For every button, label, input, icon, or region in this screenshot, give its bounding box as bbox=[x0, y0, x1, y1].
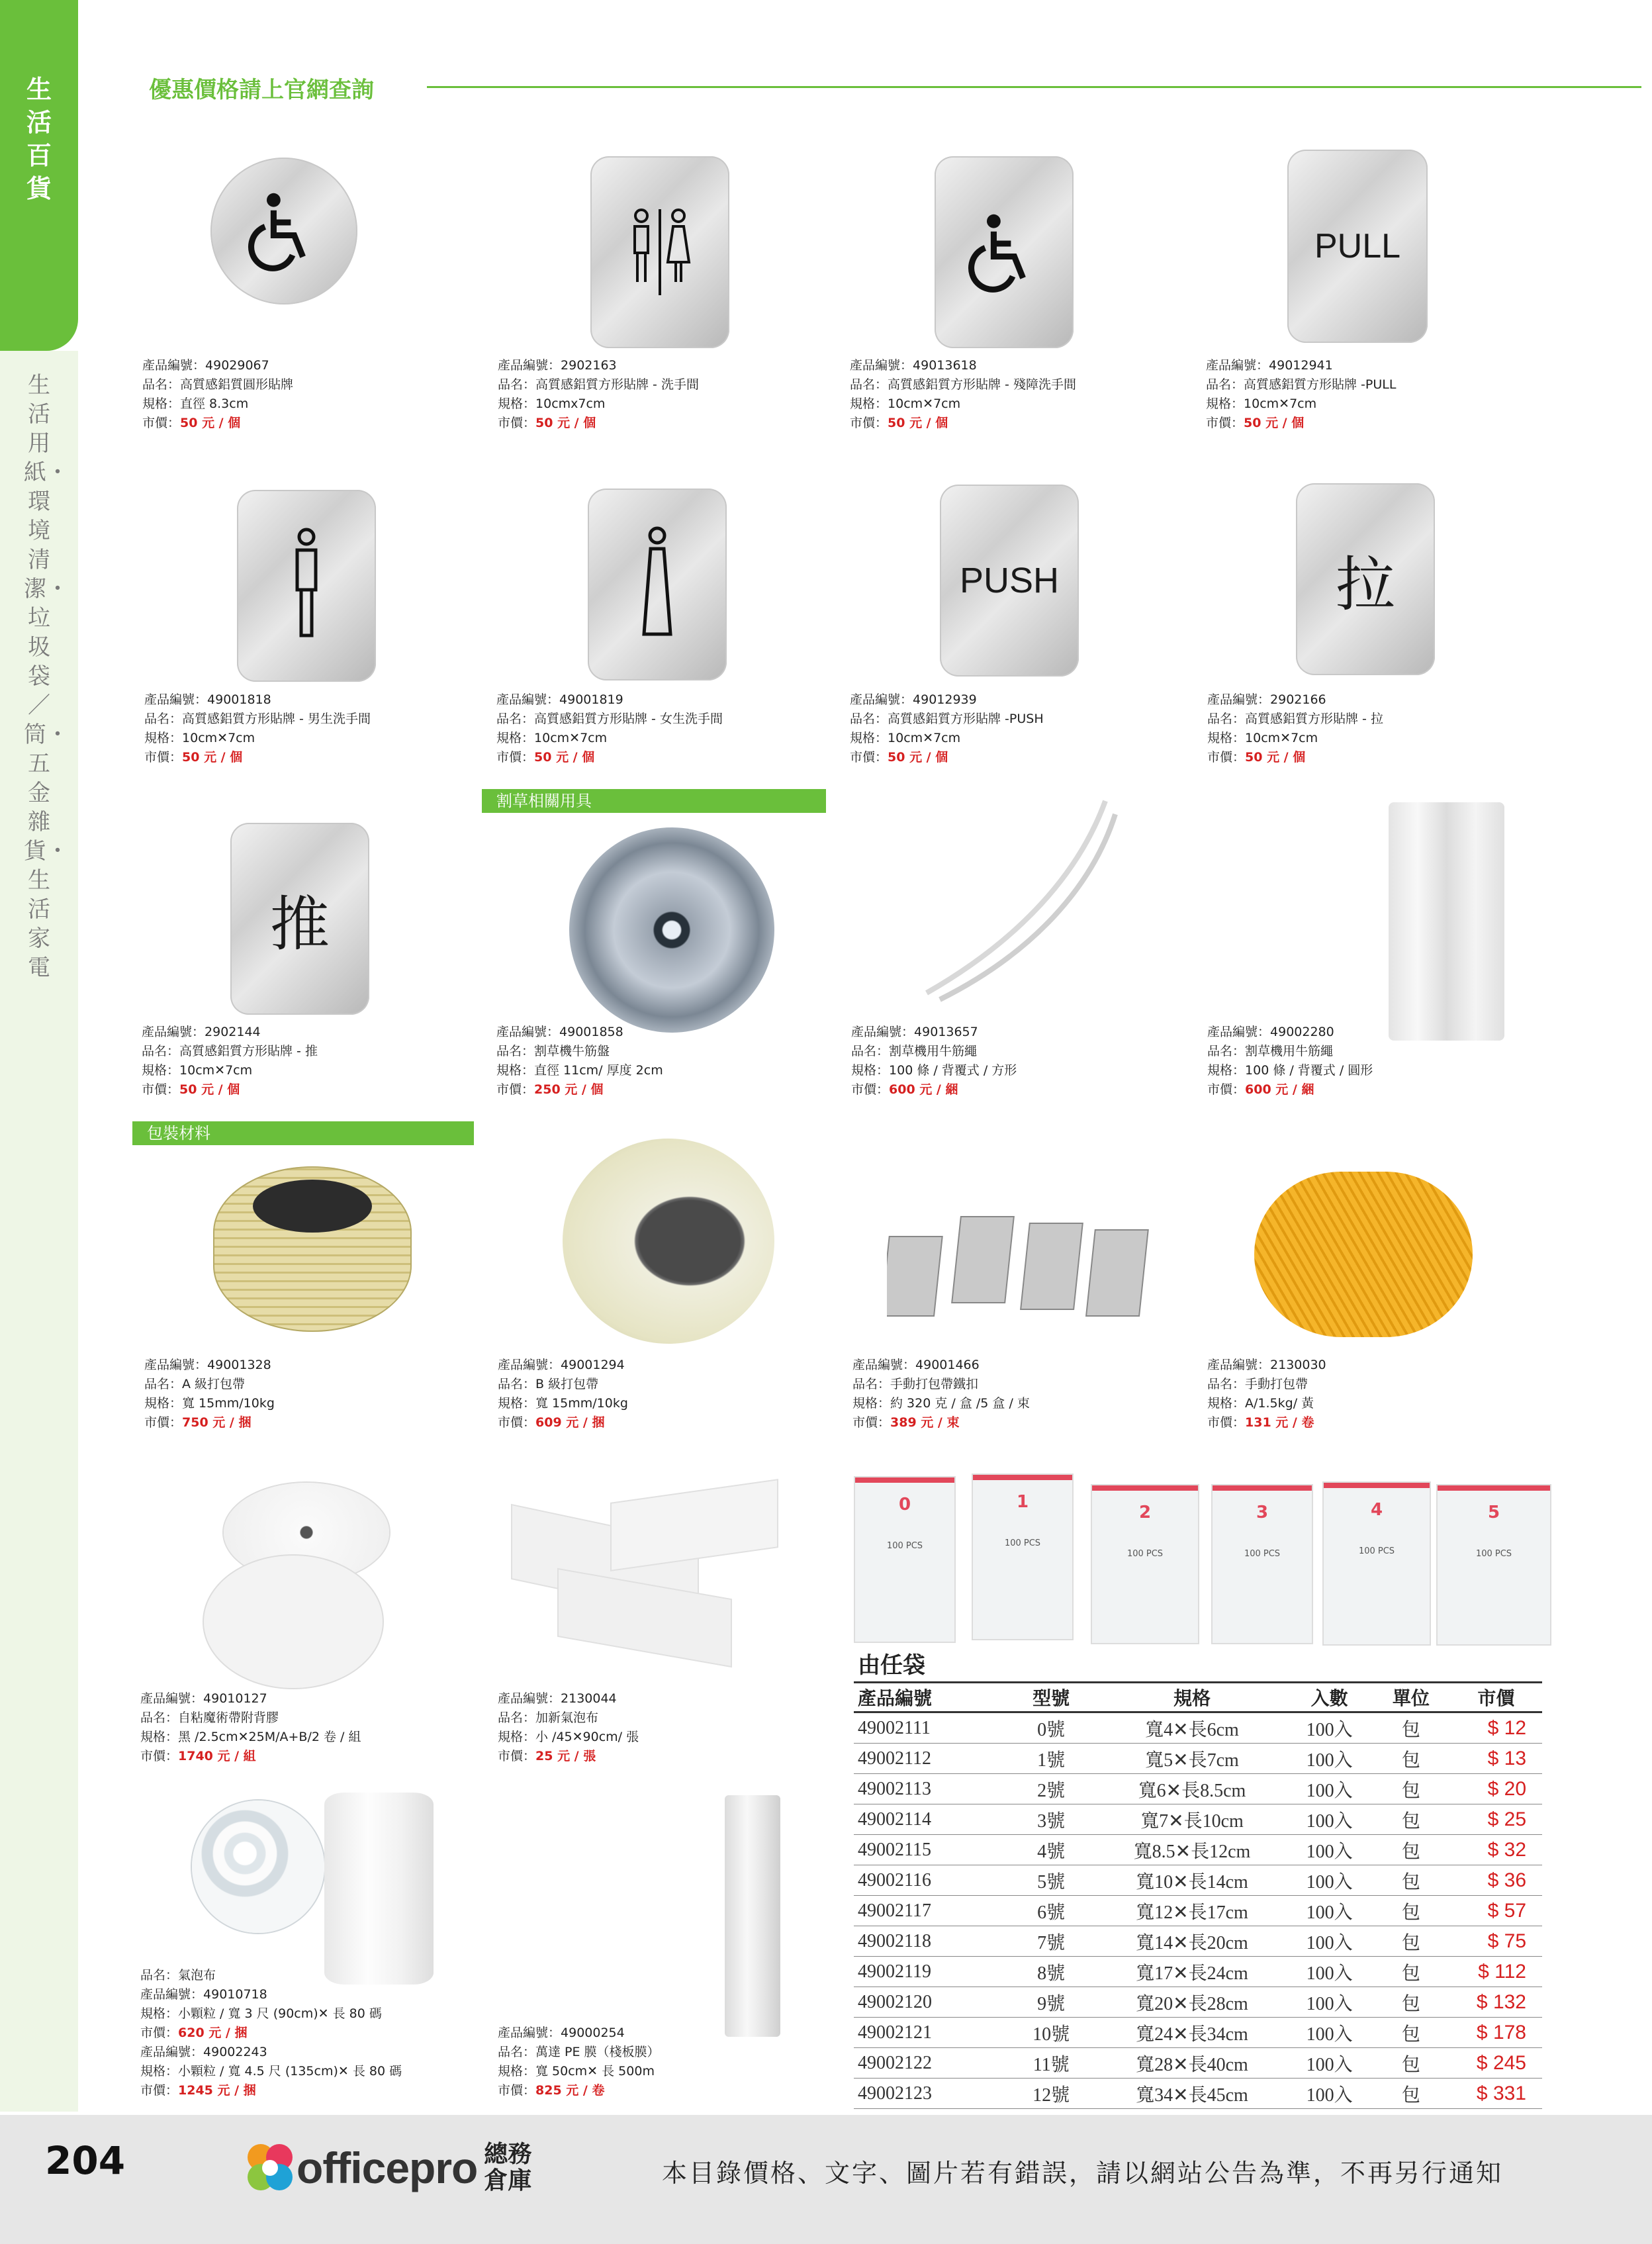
product-name: 高質感鋁質圓形貼牌 bbox=[180, 377, 294, 392]
subcategory-label: 生活用紙・環境清潔・垃圾袋／筒・五金雜貨・生活家電 bbox=[24, 372, 69, 981]
product-name: 高質感鋁質方形貼牌 - 男生洗手間 bbox=[182, 712, 371, 726]
table-cell: 包 bbox=[1372, 1987, 1450, 2018]
table-row bbox=[854, 1957, 1542, 1987]
officepro-logo[interactable] bbox=[244, 2141, 537, 2194]
table-cell: 49002114 bbox=[854, 1804, 1005, 1835]
table-cell: 9號 bbox=[1005, 1987, 1097, 2018]
product-name: 高質感鋁質方形貼牌 - 殘障洗手間 bbox=[888, 377, 1076, 392]
product-info: 產品編號：2902166 品名：高質感鋁質方形貼牌 - 拉 規格：10cm✕7cm 市價：50 元 / 個 bbox=[1207, 692, 1383, 765]
table-cell: $ 112 bbox=[1450, 1957, 1542, 1987]
pull-chinese-sign-image: 拉 bbox=[1296, 483, 1435, 675]
table-cell: $ 36 bbox=[1450, 1865, 1542, 1896]
bag-pcs-label: 100 PCS bbox=[1244, 1549, 1281, 1559]
strap-b-image bbox=[563, 1139, 774, 1344]
product-code: 2902144 bbox=[205, 1025, 261, 1039]
table-row bbox=[854, 2048, 1542, 2079]
column-header: 產品編號 bbox=[854, 1683, 1005, 1712]
product-info: 產品編號：49001294 品名：B 級打包帶 規格：寬 15mm/10kg 市價：609 元 / 捆 bbox=[498, 1358, 628, 1430]
product-code: 2130030 bbox=[1270, 1358, 1326, 1372]
table-row bbox=[854, 2079, 1542, 2109]
table-cell: $ 32 bbox=[1450, 1835, 1542, 1865]
table-cell: 包 bbox=[1372, 1774, 1450, 1804]
product-code: 49001818 bbox=[207, 692, 271, 707]
product-info: 產品編號：49029067 品名：高質感鋁質圓形貼牌 規格：直徑 8.3cm 市價：50 元 / 個 bbox=[142, 358, 294, 430]
product-name: 氣泡布 bbox=[178, 1968, 216, 1983]
bubble-sheet-image bbox=[512, 1485, 803, 1664]
female-restroom-sign-image bbox=[588, 489, 727, 680]
product-info: 產品編號：49013618 品名：高質感鋁質方形貼牌 - 殘障洗手間 規格：10cm✕7cm 市價：50 元 / 個 bbox=[850, 358, 1076, 430]
table-cell: 寬17✕長24cm bbox=[1097, 1957, 1287, 1987]
table-cell: 包 bbox=[1372, 2048, 1450, 2079]
table-cell: 49002111 bbox=[854, 1712, 1005, 1744]
page-number: 204 bbox=[45, 2138, 126, 2183]
table-cell: $ 20 bbox=[1450, 1774, 1542, 1804]
bag-size-label: 1 bbox=[1016, 1492, 1029, 1512]
product-spec: 小顆粒 / 寬 4.5 尺 (135cm)✕ 長 80 碼 bbox=[178, 2064, 402, 2079]
product-price: 389 元 / 束 bbox=[890, 1415, 960, 1430]
product-spec: 小 /45✕90cm/ 張 bbox=[535, 1730, 639, 1744]
table-cell: 11號 bbox=[1005, 2048, 1097, 2079]
product-price: 50 元 / 個 bbox=[1244, 416, 1305, 430]
product-code: 49002280 bbox=[1270, 1025, 1334, 1039]
table-cell: 包 bbox=[1372, 1926, 1450, 1957]
table-cell: 2號 bbox=[1005, 1774, 1097, 1804]
table-row bbox=[854, 1744, 1542, 1774]
table-cell: 6號 bbox=[1005, 1896, 1097, 1926]
category-label: 生活百貨 bbox=[26, 75, 52, 203]
product-price: 50 元 / 個 bbox=[888, 416, 948, 430]
bag-pcs-label: 100 PCS bbox=[886, 1541, 923, 1551]
product-code: 2130044 bbox=[561, 1691, 617, 1706]
table-row bbox=[854, 1835, 1542, 1865]
product-info: 產品編號：49010127 品名：自粘魔術帶附背膠 規格：黑 /2.5cm✕25M/A+B/2 卷 / 組 市價：1740 元 / 組 bbox=[140, 1691, 361, 1763]
product-spec: 10cm✕7cm bbox=[534, 731, 608, 745]
product-spec: 直徑 11cm/ 厚度 2cm bbox=[534, 1063, 663, 1078]
table-cell: 49002117 bbox=[854, 1896, 1005, 1926]
table-cell: 100入 bbox=[1287, 1865, 1372, 1896]
table-cell: $ 75 bbox=[1450, 1926, 1542, 1957]
product-code: 49001819 bbox=[559, 692, 623, 707]
trimmer-line-square-image bbox=[907, 794, 1132, 1006]
table-header-row bbox=[854, 1683, 1542, 1712]
table-cell: 8號 bbox=[1005, 1957, 1097, 1987]
officepro-logo-icon bbox=[244, 2141, 297, 2194]
product-info: 產品編號：2902144 品名：高質感鋁質方形貼牌 - 推 規格：10cm✕7cm 市價：50 元 / 個 bbox=[142, 1025, 318, 1097]
product-info: 產品編號：49001818 品名：高質感鋁質方形貼牌 - 男生洗手間 規格：10cm✕7cm 市價：50 元 / 個 bbox=[144, 692, 371, 765]
table-cell: 0號 bbox=[1005, 1712, 1097, 1744]
product-name: 高質感鋁質方形貼牌 - 女生洗手間 bbox=[534, 712, 723, 726]
product-info: 產品編號：2902163 品名：高質感鋁質方形貼牌 - 洗手間 規格：10cmx7cm 市價：50 元 / 個 bbox=[498, 358, 699, 430]
product-price: 620 元 / 捆 bbox=[178, 2026, 248, 2040]
product-price: 50 元 / 個 bbox=[1245, 750, 1306, 765]
table-cell: 100入 bbox=[1287, 1712, 1372, 1744]
table-cell: 寬12✕長17cm bbox=[1097, 1896, 1287, 1926]
table-cell: $ 12 bbox=[1450, 1712, 1542, 1744]
product-price: 609 元 / 捆 bbox=[535, 1415, 605, 1430]
section-grass-tools: 割草相關用具 bbox=[482, 789, 826, 813]
product-code: 49010718 bbox=[203, 1987, 267, 2002]
product-name: 手動打包帶鐵扣 bbox=[890, 1377, 979, 1391]
column-header: 型號 bbox=[1005, 1683, 1097, 1712]
product-spec: 100 條 / 背覆式 / 圓形 bbox=[1245, 1063, 1373, 1078]
table-cell: 寬34✕長45cm bbox=[1097, 2079, 1287, 2109]
zip-bag-price-table bbox=[854, 1681, 1542, 2109]
product-name: 割草機牛筋盤 bbox=[534, 1044, 610, 1058]
table-row bbox=[854, 1865, 1542, 1896]
table-cell: 包 bbox=[1372, 1957, 1450, 1987]
product-price: 1245 元 / 捆 bbox=[178, 2083, 256, 2098]
brand-name: officepro bbox=[297, 2143, 478, 2192]
product-info: 產品編號：49012939 品名：高質感鋁質方形貼牌 -PUSH 規格：10cm✕7cm 市價：50 元 / 個 bbox=[850, 692, 1044, 765]
table-cell: $ 57 bbox=[1450, 1896, 1542, 1926]
table-cell: 49002116 bbox=[854, 1865, 1005, 1896]
table-cell: 100入 bbox=[1287, 1896, 1372, 1926]
product-price: 50 元 / 個 bbox=[179, 1082, 240, 1097]
table-cell: 12號 bbox=[1005, 2079, 1097, 2109]
section-packing-materials: 包裝材料 bbox=[132, 1121, 474, 1145]
trimmer-line-round-image bbox=[1389, 802, 1504, 1041]
bag-pcs-label: 100 PCS bbox=[1004, 1538, 1041, 1548]
table-cell: 49002119 bbox=[854, 1957, 1005, 1987]
product-code: 49010127 bbox=[203, 1691, 267, 1706]
table-row bbox=[854, 1804, 1542, 1835]
table-cell: 包 bbox=[1372, 1835, 1450, 1865]
disclaimer-text: 本目錄價格、文字、圖片若有錯誤，請以網站公告為準，不再另行通知 bbox=[662, 2159, 1504, 2188]
table-cell: 包 bbox=[1372, 2018, 1450, 2048]
wheelchair-round-sign-image bbox=[210, 158, 357, 304]
category-tab[interactable] bbox=[0, 0, 78, 351]
table-cell: 寬8.5✕長12cm bbox=[1097, 1835, 1287, 1865]
table-row bbox=[854, 1926, 1542, 1957]
product-info: 產品編號：49001328 品名：A 級打包帶 規格：寬 15mm/10kg 市價：750 元 / 捆 bbox=[144, 1358, 275, 1430]
product-info: 產品編號：2130044 品名：加新氣泡布 規格：小 /45✕90cm/ 張 市價：25 元 / 張 bbox=[498, 1691, 639, 1763]
strap-a-image bbox=[213, 1166, 412, 1332]
product-code: 49001858 bbox=[559, 1025, 623, 1039]
table-cell: 49002121 bbox=[854, 2018, 1005, 2048]
product-info: 產品編號：49001858 品名：割草機牛筋盤 規格：直徑 11cm/ 厚度 2cm 市價：250 元 / 個 bbox=[496, 1025, 663, 1097]
pe-film-roll-image bbox=[725, 1795, 780, 2037]
table-cell: $ 132 bbox=[1450, 1987, 1542, 2018]
pull-sign-image: PULL bbox=[1287, 150, 1428, 343]
product-name: 高質感鋁質方形貼牌 -PULL bbox=[1244, 377, 1397, 392]
product-name: 高質感鋁質方形貼牌 -PUSH bbox=[888, 712, 1044, 726]
bag-pcs-label: 100 PCS bbox=[1475, 1549, 1512, 1559]
product-spec: 10cm✕7cm bbox=[888, 731, 961, 745]
product-price: 600 元 / 綑 bbox=[889, 1082, 958, 1097]
table-cell: 寬5✕長7cm bbox=[1097, 1744, 1287, 1774]
product-code: 2902166 bbox=[1270, 692, 1326, 707]
product-price: 25 元 / 張 bbox=[535, 1749, 596, 1763]
push-sign-image: PUSH bbox=[940, 485, 1079, 677]
table-cell: $ 178 bbox=[1450, 2018, 1542, 2048]
table-cell: 49002123 bbox=[854, 2079, 1005, 2109]
table-cell: $ 245 bbox=[1450, 2048, 1542, 2079]
product-name: 高質感鋁質方形貼牌 - 洗手間 bbox=[535, 377, 699, 392]
product-spec: 10cm✕7cm bbox=[1244, 397, 1317, 411]
table-cell: 49002112 bbox=[854, 1744, 1005, 1774]
subcategory-strip bbox=[0, 351, 78, 2112]
product-price: 750 元 / 捆 bbox=[182, 1415, 252, 1430]
zip-bags-image bbox=[855, 1471, 1557, 1650]
table-cell: 包 bbox=[1372, 2079, 1450, 2109]
product-code: 49001294 bbox=[561, 1358, 625, 1372]
product-name: 割草機用牛筋繩 bbox=[1245, 1044, 1334, 1058]
table-cell: 寬28✕長40cm bbox=[1097, 2048, 1287, 2079]
wheelchair-icon bbox=[961, 209, 1047, 295]
table-cell: 100入 bbox=[1287, 1835, 1372, 1865]
product-info: 產品編號：49001819 品名：高質感鋁質方形貼牌 - 女生洗手間 規格：10cm✕7cm 市價：50 元 / 個 bbox=[496, 692, 723, 765]
product-spec: 10cmx7cm bbox=[535, 397, 606, 411]
product-code: 49002243 bbox=[203, 2045, 267, 2059]
product-spec: 10cm✕7cm bbox=[1245, 731, 1318, 745]
product-spec: 100 條 / 背覆式 / 方形 bbox=[889, 1063, 1017, 1078]
product-spec: 10cm✕7cm bbox=[182, 731, 255, 745]
table-cell: $ 331 bbox=[1450, 2079, 1542, 2109]
product-price: 1740 元 / 組 bbox=[178, 1749, 256, 1763]
bubble-wrap-roll-image bbox=[324, 1793, 434, 1985]
header-divider bbox=[427, 86, 1641, 88]
product-spec: 10cm✕7cm bbox=[888, 397, 961, 411]
table-cell: $ 13 bbox=[1450, 1744, 1542, 1774]
column-header: 市價 bbox=[1450, 1683, 1542, 1712]
bag-size-label: 0 bbox=[898, 1495, 911, 1515]
table-cell: 4號 bbox=[1005, 1835, 1097, 1865]
table-cell: 3號 bbox=[1005, 1804, 1097, 1835]
table-cell: 100入 bbox=[1287, 1926, 1372, 1957]
restroom-sign-image bbox=[590, 156, 729, 348]
column-header: 規格 bbox=[1097, 1683, 1287, 1712]
product-price: 250 元 / 個 bbox=[534, 1082, 604, 1097]
product-spec: 黑 /2.5cm✕25M/A+B/2 卷 / 組 bbox=[178, 1730, 361, 1744]
product-spec: 10cm✕7cm bbox=[179, 1063, 253, 1078]
product-code: 2902163 bbox=[561, 358, 617, 373]
product-name: 加新氣泡布 bbox=[535, 1710, 599, 1725]
product-price: 50 元 / 個 bbox=[535, 416, 596, 430]
table-row bbox=[854, 1896, 1542, 1926]
table-cell: 寬10✕長14cm bbox=[1097, 1865, 1287, 1896]
bag-size-label: 2 bbox=[1138, 1503, 1152, 1522]
product-info: 產品編號：49002280 品名：割草機用牛筋繩 規格：100 條 / 背覆式 / 圓形 市價：600 元 / 綑 bbox=[1207, 1025, 1373, 1097]
product-price: 825 元 / 卷 bbox=[535, 2083, 605, 2098]
table-cell: 100入 bbox=[1287, 2018, 1372, 2048]
bubble-wrap-info: 品名：氣泡布 產品編號：49010718 規格：小顆粒 / 寬 3 尺 (90cm)✕ 長 80 碼 市價：620 元 / 捆 產品編號：49002243 規格：小顆粒 / 寬 4.5 尺 (135cm)✕ 長 80 碼 市價：1245 元 / 捆 bbox=[140, 1968, 402, 2098]
product-name: 高質感鋁質方形貼牌 - 拉 bbox=[1245, 712, 1383, 726]
table-row bbox=[854, 1774, 1542, 1804]
table-row bbox=[854, 1987, 1542, 2018]
table-cell: 49002118 bbox=[854, 1926, 1005, 1957]
product-spec: 約 320 克 / 盒 /5 盒 / 束 bbox=[890, 1396, 1030, 1411]
product-price: 600 元 / 綑 bbox=[1245, 1082, 1314, 1097]
bag-size-label: 4 bbox=[1370, 1500, 1383, 1520]
product-code: 49000254 bbox=[561, 2026, 625, 2040]
bag-table-title: 由任袋 bbox=[858, 1652, 925, 1679]
wheelchair-icon bbox=[241, 188, 327, 274]
table-cell: 100入 bbox=[1287, 1987, 1372, 2018]
product-code: 49012939 bbox=[913, 692, 977, 707]
product-name: B 級打包帶 bbox=[535, 1377, 599, 1391]
product-info: 產品編號：49000254 品名：萬達 PE 膜（棧板膜） 規格：寬 50cm✕ 長 500m 市價：825 元 / 卷 bbox=[498, 2026, 660, 2098]
table-cell: 1號 bbox=[1005, 1744, 1097, 1774]
product-info: 產品編號：49013657 品名：割草機用牛筋繩 規格：100 條 / 背覆式 / 方形 市價：600 元 / 綑 bbox=[851, 1025, 1017, 1097]
brand-chinese: 總務倉庫 bbox=[484, 2141, 532, 2194]
product-spec: A/1.5kg/ 黃 bbox=[1245, 1396, 1314, 1411]
table-cell: 寬6✕長8.5cm bbox=[1097, 1774, 1287, 1804]
bag-size-label: 3 bbox=[1256, 1503, 1269, 1522]
table-cell: 100入 bbox=[1287, 1744, 1372, 1774]
product-code: 49001466 bbox=[915, 1358, 980, 1372]
male-restroom-sign-image bbox=[237, 490, 376, 682]
product-name: 割草機用牛筋繩 bbox=[889, 1044, 978, 1058]
table-cell: 10號 bbox=[1005, 2018, 1097, 2048]
table-cell: 寬14✕長20cm bbox=[1097, 1926, 1287, 1957]
bag-pcs-label: 100 PCS bbox=[1358, 1546, 1395, 1556]
product-price: 50 元 / 個 bbox=[534, 750, 595, 765]
table-cell: 寬4✕長6cm bbox=[1097, 1712, 1287, 1744]
table-cell: 7號 bbox=[1005, 1926, 1097, 1957]
table-cell: 包 bbox=[1372, 1804, 1450, 1835]
table-cell: 100入 bbox=[1287, 2048, 1372, 2079]
accessible-restroom-sign-image bbox=[935, 156, 1074, 348]
product-spec: 寬 15mm/10kg bbox=[535, 1396, 628, 1411]
product-name: 手動打包帶 bbox=[1245, 1377, 1308, 1391]
product-code: 49013618 bbox=[913, 358, 977, 373]
product-code: 49012941 bbox=[1269, 358, 1333, 373]
table-cell: 100入 bbox=[1287, 1774, 1372, 1804]
product-price: 50 元 / 個 bbox=[180, 416, 241, 430]
bubble-wrap-detail-image bbox=[192, 1800, 324, 1933]
male-icon bbox=[287, 526, 326, 645]
strap-buckle-image bbox=[887, 1197, 1165, 1329]
table-cell: $ 25 bbox=[1450, 1804, 1542, 1835]
product-price: 131 元 / 卷 bbox=[1245, 1415, 1314, 1430]
trimmer-spool-image bbox=[569, 827, 774, 1033]
product-code: 49001328 bbox=[207, 1358, 271, 1372]
velcro-tape-image bbox=[204, 1483, 396, 1688]
product-info: 產品編號：49001466 品名：手動打包帶鐵扣 規格：約 320 克 / 盒 /5 盒 / 束 市價：389 元 / 束 bbox=[852, 1358, 1030, 1430]
table-cell: 寬24✕長34cm bbox=[1097, 2018, 1287, 2048]
bag-size-label: 5 bbox=[1487, 1503, 1500, 1522]
table-cell: 49002120 bbox=[854, 1987, 1005, 2018]
product-name: 萬達 PE 膜（棧板膜） bbox=[535, 2045, 660, 2059]
push-chinese-sign-image: 推 bbox=[230, 823, 369, 1015]
velcro-roll-bottom bbox=[204, 1556, 383, 1688]
table-cell: 49002115 bbox=[854, 1835, 1005, 1865]
table-cell: 100入 bbox=[1287, 2079, 1372, 2109]
strap-core bbox=[253, 1180, 372, 1233]
product-name: 自粘魔術帶附背膠 bbox=[178, 1710, 279, 1725]
table-row bbox=[854, 2018, 1542, 2048]
table-cell: 5號 bbox=[1005, 1865, 1097, 1896]
table-cell: 包 bbox=[1372, 1896, 1450, 1926]
female-icon bbox=[637, 525, 677, 644]
product-name: 高質感鋁質方形貼牌 - 推 bbox=[179, 1044, 318, 1058]
column-header: 單位 bbox=[1372, 1683, 1450, 1712]
product-spec: 小顆粒 / 寬 3 尺 (90cm)✕ 長 80 碼 bbox=[178, 2006, 382, 2021]
table-cell: 包 bbox=[1372, 1712, 1450, 1744]
product-info: 產品編號：49012941 品名：高質感鋁質方形貼牌 -PULL 規格：10cm✕7cm 市價：50 元 / 個 bbox=[1206, 358, 1397, 430]
header-title: 優惠價格請上官網查詢 bbox=[149, 77, 374, 103]
product-name: A 級打包帶 bbox=[182, 1377, 246, 1391]
table-cell: 49002122 bbox=[854, 2048, 1005, 2079]
restroom-icon bbox=[620, 203, 700, 302]
table-row bbox=[854, 1712, 1542, 1744]
product-price: 50 元 / 個 bbox=[888, 750, 948, 765]
column-header: 入數 bbox=[1287, 1683, 1372, 1712]
table-cell: 包 bbox=[1372, 1865, 1450, 1896]
product-spec: 直徑 8.3cm bbox=[180, 397, 249, 411]
product-code: 49029067 bbox=[205, 358, 269, 373]
table-cell: 49002113 bbox=[854, 1774, 1005, 1804]
product-spec: 寬 50cm✕ 長 500m bbox=[535, 2064, 655, 2079]
table-cell: 包 bbox=[1372, 1744, 1450, 1774]
table-cell: 寬7✕長10cm bbox=[1097, 1804, 1287, 1835]
product-price: 50 元 / 個 bbox=[182, 750, 243, 765]
table-cell: 寬20✕長28cm bbox=[1097, 1987, 1287, 2018]
table-cell: 100入 bbox=[1287, 1804, 1372, 1835]
product-info: 產品編號：2130030 品名：手動打包帶 規格：A/1.5kg/ 黃 市價：131 元 / 卷 bbox=[1207, 1358, 1326, 1430]
product-code: 49013657 bbox=[914, 1025, 978, 1039]
table-cell: 100入 bbox=[1287, 1957, 1372, 1987]
product-spec: 寬 15mm/10kg bbox=[182, 1396, 275, 1411]
manual-strap-yellow-image bbox=[1254, 1172, 1473, 1337]
bag-pcs-label: 100 PCS bbox=[1126, 1549, 1164, 1559]
